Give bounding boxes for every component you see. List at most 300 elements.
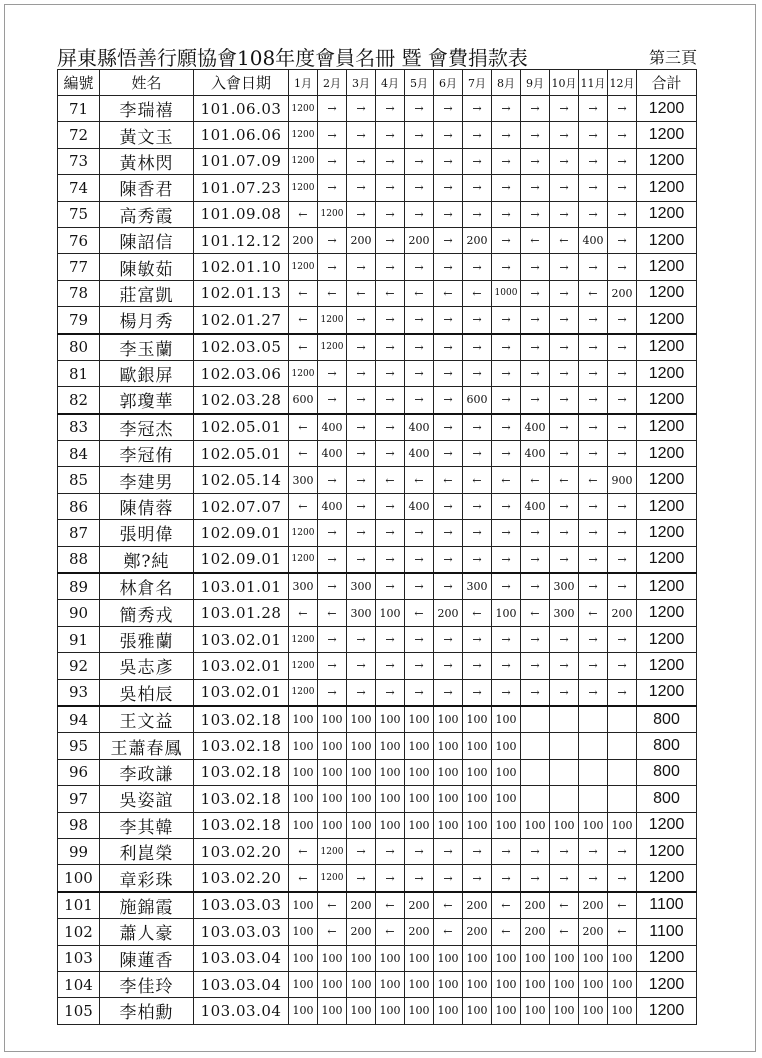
- month-cell: 400: [521, 493, 550, 519]
- month-cell: →: [434, 360, 463, 386]
- month-cell: →: [405, 96, 434, 122]
- row-total: 1200: [637, 280, 697, 306]
- header-month: 12月: [608, 70, 637, 96]
- month-cell: 1200: [289, 122, 318, 148]
- month-cell: 100: [376, 812, 405, 838]
- month-cell: →: [318, 96, 347, 122]
- month-cell: →: [521, 546, 550, 573]
- month-cell: 400: [405, 414, 434, 441]
- month-cell: →: [347, 96, 376, 122]
- member-name: 黃文玉: [100, 122, 194, 148]
- month-cell: →: [463, 201, 492, 227]
- member-number: 94: [58, 706, 100, 733]
- month-cell: ←: [608, 919, 637, 945]
- month-cell: →: [318, 653, 347, 679]
- month-cell: →: [347, 467, 376, 493]
- month-cell: →: [521, 201, 550, 227]
- month-cell: →: [579, 254, 608, 280]
- month-cell: →: [405, 201, 434, 227]
- month-cell: →: [318, 679, 347, 706]
- month-cell: 200: [521, 919, 550, 945]
- header-month: 5月: [405, 70, 434, 96]
- month-cell: 100: [318, 971, 347, 997]
- row-total: 1200: [637, 360, 697, 386]
- row-total: 1200: [637, 998, 697, 1024]
- month-cell: →: [608, 573, 637, 600]
- member-number: 77: [58, 254, 100, 280]
- month-cell: →: [405, 838, 434, 864]
- month-cell: →: [492, 201, 521, 227]
- join-date: 103.02.01: [194, 626, 289, 652]
- month-cell: →: [434, 520, 463, 546]
- month-cell: 100: [347, 759, 376, 785]
- row-total: 1200: [637, 546, 697, 573]
- row-total: 1200: [637, 971, 697, 997]
- month-cell: 400: [405, 441, 434, 467]
- month-cell: →: [376, 96, 405, 122]
- month-cell: →: [376, 122, 405, 148]
- month-cell: ←: [550, 892, 579, 919]
- month-cell: →: [405, 573, 434, 600]
- month-cell: →: [376, 865, 405, 892]
- month-cell: 1200: [289, 148, 318, 174]
- month-cell: 100: [434, 733, 463, 759]
- month-cell: 100: [608, 971, 637, 997]
- month-cell: ←: [608, 892, 637, 919]
- member-number: 92: [58, 653, 100, 679]
- month-cell: ←: [405, 600, 434, 626]
- month-cell: →: [376, 441, 405, 467]
- month-cell: 100: [492, 733, 521, 759]
- header-date: 入會日期: [194, 70, 289, 96]
- month-cell: →: [434, 334, 463, 361]
- month-cell: 100: [289, 733, 318, 759]
- join-date: 103.03.04: [194, 998, 289, 1024]
- month-cell: →: [550, 679, 579, 706]
- table-body: [58, 96, 697, 1025]
- month-cell: →: [521, 307, 550, 334]
- month-cell: →: [608, 493, 637, 519]
- table-row: [58, 414, 697, 441]
- month-cell: 100: [405, 706, 434, 733]
- month-cell: 100: [289, 892, 318, 919]
- month-cell: →: [347, 334, 376, 361]
- month-cell: →: [579, 201, 608, 227]
- month-cell: →: [492, 626, 521, 652]
- table-row: [58, 546, 697, 573]
- month-cell: 100: [434, 945, 463, 971]
- month-cell: →: [521, 334, 550, 361]
- month-cell: →: [492, 493, 521, 519]
- month-cell: →: [492, 122, 521, 148]
- month-cell: →: [376, 334, 405, 361]
- month-cell: →: [347, 546, 376, 573]
- month-cell: →: [434, 626, 463, 652]
- month-cell: 200: [463, 227, 492, 253]
- month-cell: →: [434, 679, 463, 706]
- header-month: 6月: [434, 70, 463, 96]
- month-cell: →: [318, 546, 347, 573]
- month-cell: 200: [347, 227, 376, 253]
- month-cell: →: [579, 148, 608, 174]
- member-number: 97: [58, 786, 100, 812]
- month-cell: →: [463, 838, 492, 864]
- month-cell: 100: [318, 945, 347, 971]
- month-cell: →: [434, 254, 463, 280]
- row-total: 800: [637, 733, 697, 759]
- month-cell: →: [463, 441, 492, 467]
- month-cell: 100: [376, 786, 405, 812]
- month-cell: →: [376, 414, 405, 441]
- member-name: 李玉蘭: [100, 334, 194, 361]
- table-row: [58, 838, 697, 864]
- header-total: 合計: [637, 70, 697, 96]
- join-date: 103.03.04: [194, 971, 289, 997]
- member-name: 李佳玲: [100, 971, 194, 997]
- month-cell: →: [318, 227, 347, 253]
- month-cell: →: [492, 441, 521, 467]
- month-cell: 100: [434, 759, 463, 785]
- month-cell: →: [463, 175, 492, 201]
- month-cell: →: [579, 414, 608, 441]
- month-cell: →: [608, 148, 637, 174]
- month-cell: →: [347, 360, 376, 386]
- join-date: 102.01.27: [194, 307, 289, 334]
- month-cell: →: [608, 865, 637, 892]
- month-cell: →: [492, 414, 521, 441]
- join-date: 102.07.07: [194, 493, 289, 519]
- month-cell: →: [521, 573, 550, 600]
- month-cell: 100: [289, 971, 318, 997]
- month-cell: ←: [579, 280, 608, 306]
- month-cell: 100: [608, 998, 637, 1024]
- table-row: [58, 600, 697, 626]
- table-row: [58, 280, 697, 306]
- member-name: 黃林閃: [100, 148, 194, 174]
- month-cell: →: [318, 254, 347, 280]
- title-text: 屏東縣悟善行願協會108年度會員名冊 暨 會費捐款表: [57, 46, 528, 70]
- month-cell: →: [318, 387, 347, 414]
- row-total: 1200: [637, 307, 697, 334]
- month-cell: 1200: [318, 334, 347, 361]
- month-cell: ←: [289, 307, 318, 334]
- month-cell: →: [434, 865, 463, 892]
- join-date: 101.07.09: [194, 148, 289, 174]
- month-cell: →: [434, 175, 463, 201]
- member-name: 章彩珠: [100, 865, 194, 892]
- month-cell: →: [318, 122, 347, 148]
- table-row: [58, 573, 697, 600]
- month-cell: →: [318, 467, 347, 493]
- month-cell: →: [550, 175, 579, 201]
- month-cell: →: [434, 227, 463, 253]
- member-number: 83: [58, 414, 100, 441]
- member-number: 95: [58, 733, 100, 759]
- table-row: [58, 733, 697, 759]
- member-number: 85: [58, 467, 100, 493]
- header-month: 3月: [347, 70, 376, 96]
- month-cell: 200: [434, 600, 463, 626]
- row-total: 1200: [637, 600, 697, 626]
- month-cell: 200: [608, 600, 637, 626]
- member-name: 李冠杰: [100, 414, 194, 441]
- month-cell: 100: [492, 759, 521, 785]
- month-cell: →: [608, 520, 637, 546]
- month-cell: →: [347, 387, 376, 414]
- month-cell: 100: [521, 945, 550, 971]
- month-cell: 100: [463, 812, 492, 838]
- header-month: 11月: [579, 70, 608, 96]
- month-cell: →: [463, 148, 492, 174]
- header-row: [58, 70, 697, 96]
- month-cell: ←: [463, 280, 492, 306]
- month-cell: →: [608, 122, 637, 148]
- month-cell: →: [405, 122, 434, 148]
- month-cell: 100: [492, 945, 521, 971]
- month-cell: →: [521, 838, 550, 864]
- month-cell: →: [550, 626, 579, 652]
- header-month: 8月: [492, 70, 521, 96]
- month-cell: →: [492, 653, 521, 679]
- month-cell: →: [492, 334, 521, 361]
- month-cell: →: [550, 254, 579, 280]
- row-total: 1200: [637, 812, 697, 838]
- member-number: 101: [58, 892, 100, 919]
- month-cell: 1200: [289, 653, 318, 679]
- member-number: 102: [58, 919, 100, 945]
- month-cell: ←: [289, 493, 318, 519]
- month-cell: →: [550, 334, 579, 361]
- join-date: 103.03.03: [194, 919, 289, 945]
- month-cell: 200: [463, 919, 492, 945]
- member-number: 98: [58, 812, 100, 838]
- month-cell: 100: [405, 786, 434, 812]
- join-date: 102.01.13: [194, 280, 289, 306]
- member-name: 莊富凱: [100, 280, 194, 306]
- join-date: 103.02.20: [194, 865, 289, 892]
- row-total: 1200: [637, 467, 697, 493]
- table-row: [58, 441, 697, 467]
- row-total: 800: [637, 786, 697, 812]
- month-cell: 200: [521, 892, 550, 919]
- month-cell: →: [376, 546, 405, 573]
- month-cell: →: [463, 520, 492, 546]
- month-cell: →: [492, 148, 521, 174]
- table-row: [58, 892, 697, 919]
- month-cell: →: [405, 387, 434, 414]
- month-cell: 300: [347, 600, 376, 626]
- month-cell: →: [492, 546, 521, 573]
- member-name: 陳香君: [100, 175, 194, 201]
- member-name: 蕭人豪: [100, 919, 194, 945]
- member-number: 79: [58, 307, 100, 334]
- month-cell: →: [434, 838, 463, 864]
- join-date: 102.09.01: [194, 546, 289, 573]
- month-cell: →: [579, 865, 608, 892]
- month-cell: →: [376, 653, 405, 679]
- month-cell: →: [347, 254, 376, 280]
- member-number: 73: [58, 148, 100, 174]
- month-cell: 200: [347, 919, 376, 945]
- month-cell: →: [376, 360, 405, 386]
- member-name: 林倉名: [100, 573, 194, 600]
- month-cell: →: [376, 520, 405, 546]
- month-cell: 100: [608, 945, 637, 971]
- join-date: 103.02.18: [194, 706, 289, 733]
- member-number: 104: [58, 971, 100, 997]
- month-cell: →: [492, 387, 521, 414]
- month-cell: 100: [521, 812, 550, 838]
- month-cell: →: [434, 148, 463, 174]
- month-cell: ←: [550, 467, 579, 493]
- month-cell: →: [318, 626, 347, 652]
- table-row: [58, 759, 697, 785]
- table-row: [58, 334, 697, 361]
- member-name: 鄭?純: [100, 546, 194, 573]
- join-date: 102.01.10: [194, 254, 289, 280]
- month-cell: 100: [318, 786, 347, 812]
- month-cell: ←: [289, 414, 318, 441]
- month-cell: →: [608, 653, 637, 679]
- month-cell: 100: [550, 998, 579, 1024]
- header-month: 7月: [463, 70, 492, 96]
- member-number: 86: [58, 493, 100, 519]
- month-cell: →: [463, 493, 492, 519]
- month-cell: ←: [289, 600, 318, 626]
- month-cell: →: [347, 865, 376, 892]
- month-cell: 100: [579, 945, 608, 971]
- month-cell: →: [521, 679, 550, 706]
- month-cell: 900: [608, 467, 637, 493]
- month-cell: →: [550, 520, 579, 546]
- table-row: [58, 148, 697, 174]
- month-cell: 100: [347, 945, 376, 971]
- month-cell: →: [550, 201, 579, 227]
- month-cell: ←: [521, 600, 550, 626]
- month-cell: →: [434, 307, 463, 334]
- month-cell: →: [521, 148, 550, 174]
- month-cell: 200: [579, 919, 608, 945]
- member-name: 王文益: [100, 706, 194, 733]
- month-cell: 100: [405, 733, 434, 759]
- row-total: 1200: [637, 387, 697, 414]
- table-row: [58, 786, 697, 812]
- member-name: 楊月秀: [100, 307, 194, 334]
- month-cell: ←: [347, 280, 376, 306]
- month-cell: →: [347, 441, 376, 467]
- month-cell: 1200: [289, 360, 318, 386]
- month-cell: →: [405, 254, 434, 280]
- month-cell: 100: [521, 998, 550, 1024]
- table-row: [58, 626, 697, 652]
- month-cell: →: [376, 626, 405, 652]
- member-name: 郭瓊華: [100, 387, 194, 414]
- month-cell: ←: [579, 600, 608, 626]
- table-row: [58, 254, 697, 280]
- member-name: 歐銀屏: [100, 360, 194, 386]
- member-number: 105: [58, 998, 100, 1024]
- month-cell: [579, 786, 608, 812]
- month-cell: →: [521, 96, 550, 122]
- month-cell: 1200: [289, 96, 318, 122]
- month-cell: ←: [492, 467, 521, 493]
- month-cell: →: [463, 360, 492, 386]
- month-cell: 1200: [318, 865, 347, 892]
- month-cell: →: [405, 148, 434, 174]
- month-cell: →: [434, 546, 463, 573]
- month-cell: 100: [318, 733, 347, 759]
- join-date: 103.02.18: [194, 786, 289, 812]
- member-number: 72: [58, 122, 100, 148]
- month-cell: 100: [289, 919, 318, 945]
- member-number: 71: [58, 96, 100, 122]
- month-cell: →: [521, 175, 550, 201]
- month-cell: 100: [463, 759, 492, 785]
- join-date: 102.03.05: [194, 334, 289, 361]
- month-cell: ←: [405, 467, 434, 493]
- month-cell: 100: [376, 706, 405, 733]
- month-cell: ←: [289, 865, 318, 892]
- join-date: 101.06.06: [194, 122, 289, 148]
- month-cell: →: [376, 838, 405, 864]
- month-cell: 100: [550, 945, 579, 971]
- month-cell: 1200: [318, 838, 347, 864]
- member-name: 吳柏辰: [100, 679, 194, 706]
- row-total: 1200: [637, 626, 697, 652]
- month-cell: →: [347, 838, 376, 864]
- month-cell: →: [405, 865, 434, 892]
- month-cell: →: [376, 387, 405, 414]
- row-total: 1200: [637, 201, 697, 227]
- table-row: [58, 653, 697, 679]
- row-total: 1200: [637, 254, 697, 280]
- month-cell: →: [376, 679, 405, 706]
- month-cell: →: [579, 360, 608, 386]
- month-cell: →: [318, 520, 347, 546]
- month-cell: ←: [289, 201, 318, 227]
- member-number: 88: [58, 546, 100, 573]
- month-cell: 200: [463, 892, 492, 919]
- month-cell: →: [579, 175, 608, 201]
- member-number: 80: [58, 334, 100, 361]
- month-cell: →: [405, 546, 434, 573]
- month-cell: 400: [318, 414, 347, 441]
- month-cell: →: [579, 573, 608, 600]
- month-cell: ←: [289, 838, 318, 864]
- row-total: 1100: [637, 919, 697, 945]
- month-cell: →: [405, 360, 434, 386]
- month-cell: [521, 759, 550, 785]
- month-cell: →: [521, 520, 550, 546]
- month-cell: →: [521, 280, 550, 306]
- join-date: 103.02.18: [194, 733, 289, 759]
- month-cell: →: [579, 626, 608, 652]
- month-cell: →: [608, 546, 637, 573]
- month-cell: ←: [463, 600, 492, 626]
- month-cell: 100: [434, 786, 463, 812]
- join-date: 103.02.01: [194, 679, 289, 706]
- month-cell: →: [550, 148, 579, 174]
- month-cell: →: [434, 414, 463, 441]
- month-cell: ←: [376, 280, 405, 306]
- join-date: 102.03.28: [194, 387, 289, 414]
- month-cell: →: [608, 201, 637, 227]
- month-cell: 100: [463, 971, 492, 997]
- join-date: 101.12.12: [194, 227, 289, 253]
- header-month: 2月: [318, 70, 347, 96]
- row-total: 1200: [637, 653, 697, 679]
- month-cell: 100: [492, 998, 521, 1024]
